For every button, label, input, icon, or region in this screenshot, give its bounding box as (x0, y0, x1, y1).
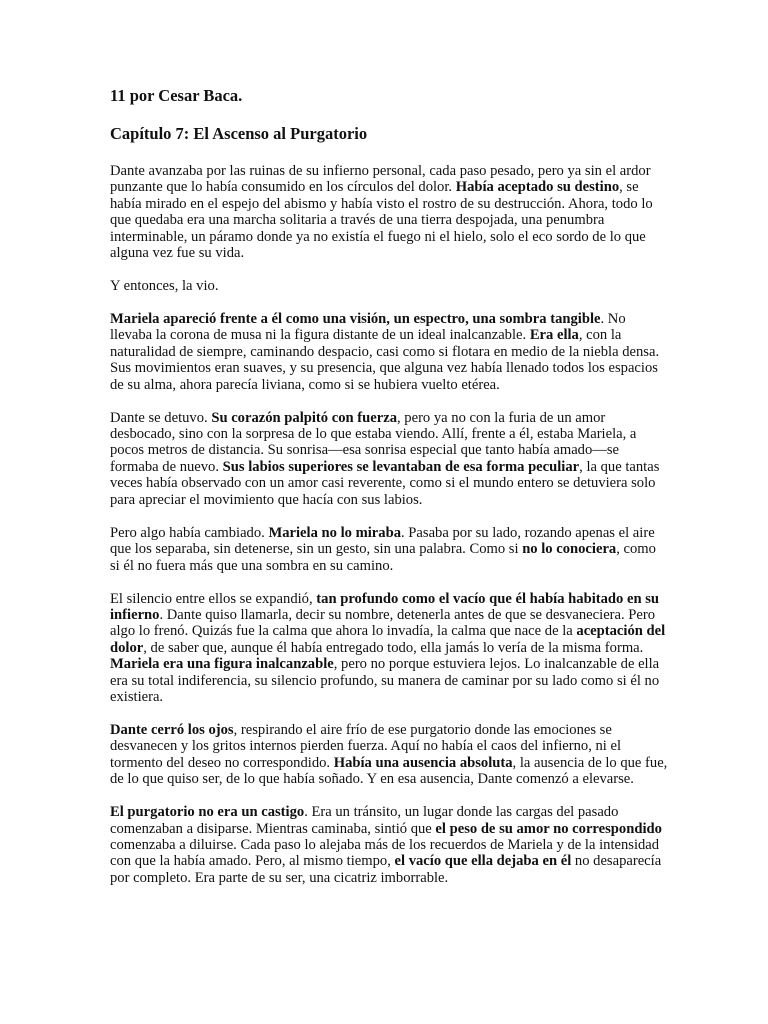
paragraph (110, 722, 668, 788)
chapter-title: Capítulo 7: El Ascenso al Purgatorio (110, 124, 368, 143)
text-run: , la que tantas veces había observado con un amor casi reverente, como si el mundo entero se detuviera solo para apreciar el movimiento que hacía con sus labios. (110, 458, 660, 508)
paragraph (110, 311, 668, 393)
bold-text-run: no lo conociera (522, 541, 617, 558)
text-run: , respirando el aire frío de ese purgatorio donde las emociones se desvanecen y los gritos internos pierden fuerza. Aquí no había el caos del infierno, ni el tormento del deseo no correspondido. (110, 721, 622, 771)
bold-text-run: el vacío que ella dejaba en él (394, 853, 572, 870)
text-run: , con la naturalidad de siempre, caminando despacio, casi como si flotara en medio de la niebla densa. Sus movimientos eran suaves, y su presencia, que alguna vez había llenado todos los espacios de su alma, ahora parecía liviana, como si se hubiera vuelto etérea. (110, 327, 660, 393)
paragraph (110, 278, 668, 294)
text-run: . Pasaba por su lado, rozando apenas el aire que los separaba, sin detenerse, sin un gesto, sin una palabra. Como si (110, 524, 655, 558)
text-run: , pero ya no con la furia de un amor desbocado, sino con la sorpresa de lo que estaba viendo. Allí, frente a él, estaba Mariela, a pocos metros de distancia. Su sonrisa—esa sonrisa especial que tanto había amado—se formaba de nuevo. (110, 409, 637, 475)
text-run: . Dante quiso llamarla, decir su nombre, detenerla antes de que se desvaneciera. Pero algo lo frenó. Quizás fue la calma que ahora lo invadía, la calma que nace de la (110, 606, 656, 640)
text-run: . Era un tránsito, un lugar donde las cargas del pasado comenzaban a disiparse. Mientras caminaba, sintió que (110, 804, 619, 837)
bold-text-run: Era ella (529, 327, 579, 344)
paragraph (110, 410, 668, 508)
paragraph (110, 591, 668, 706)
bold-text-run: aceptación del dolor (110, 623, 666, 656)
text-run: Dante avanzaba por las ruinas de su infierno personal, cada paso pesado, pero ya sin el ardor punzante que lo había consumido en los círculos del dolor. (110, 163, 651, 196)
text-run: El silencio entre ellos se expandió, (110, 590, 317, 607)
bold-text-run: Dante cerró los ojos (110, 721, 234, 738)
text-run: Y entonces, la vio. (110, 278, 219, 295)
bold-text-run: tan profundo como el vacío que él había habitado en su infierno (110, 590, 660, 623)
text-run: Dante se detuvo. (110, 409, 212, 426)
text-run: . No llevaba la corona de musa ni la figura distante de un ideal inalcanzable. (110, 311, 626, 344)
text-run: , se había mirado en el espejo del abismo y había visto el rostro de su destrucción. Ahora, todo lo que quedaba era una marcha solitaria a través de una tierra despojada, una penumbra interminable, un páramo donde ya no existía el fuego ni el hielo, solo el eco sordo de lo que alguna vez fue su vida. (110, 179, 653, 262)
text-run: no desaparecía por completo. Era parte de su ser, una cicatriz imborrable. (110, 853, 662, 886)
bold-text-run: Mariela apareció frente a él como una visión, un espectro, una sombra tangible (110, 311, 601, 328)
author-line: 11 por Cesar Baca. (110, 86, 243, 105)
text-run: , de saber que, aunque él había entregado todo, ella jamás lo vería de la misma forma. (143, 639, 644, 656)
bold-text-run: Mariela era una figura inalcanzable (110, 656, 334, 673)
bold-text-run: Había aceptado su destino (455, 179, 620, 196)
paragraph (110, 525, 668, 574)
text-run: , la ausencia de lo que fue, de lo que quiso ser, de lo que había soñado. Y en esa ausencia, Dante comenzó a elevarse. (110, 754, 668, 788)
text-run: comenzaba a diluirse. Cada paso lo alejaba más de los recuerdos de Mariela y de la intensidad con que la había amado. Pero, al mismo tiempo, (110, 836, 660, 870)
paragraph (110, 163, 668, 261)
text-run: , como si él no fuera más que una sombra en su camino. (110, 541, 656, 574)
bold-text-run: Sus labios superiores se levantaban de esa forma peculiar (222, 458, 580, 475)
text-run: Pero algo había cambiado. (110, 524, 269, 541)
text-run: , pero no porque estuviera lejos. Lo inalcanzable de ella era su total indiferencia, su silencio profundo, su manera de caminar por su lado como si él no existiera. (110, 656, 660, 705)
bold-text-run: Su corazón palpitó con fuerza (211, 409, 397, 426)
bold-text-run: el peso de su amor no correspondido (435, 820, 662, 837)
paragraph (110, 804, 668, 886)
bold-text-run: Había una ausencia absoluta (333, 754, 513, 771)
bold-text-run: El purgatorio no era un castigo (110, 804, 305, 821)
bold-text-run: Mariela no lo miraba (268, 524, 401, 541)
